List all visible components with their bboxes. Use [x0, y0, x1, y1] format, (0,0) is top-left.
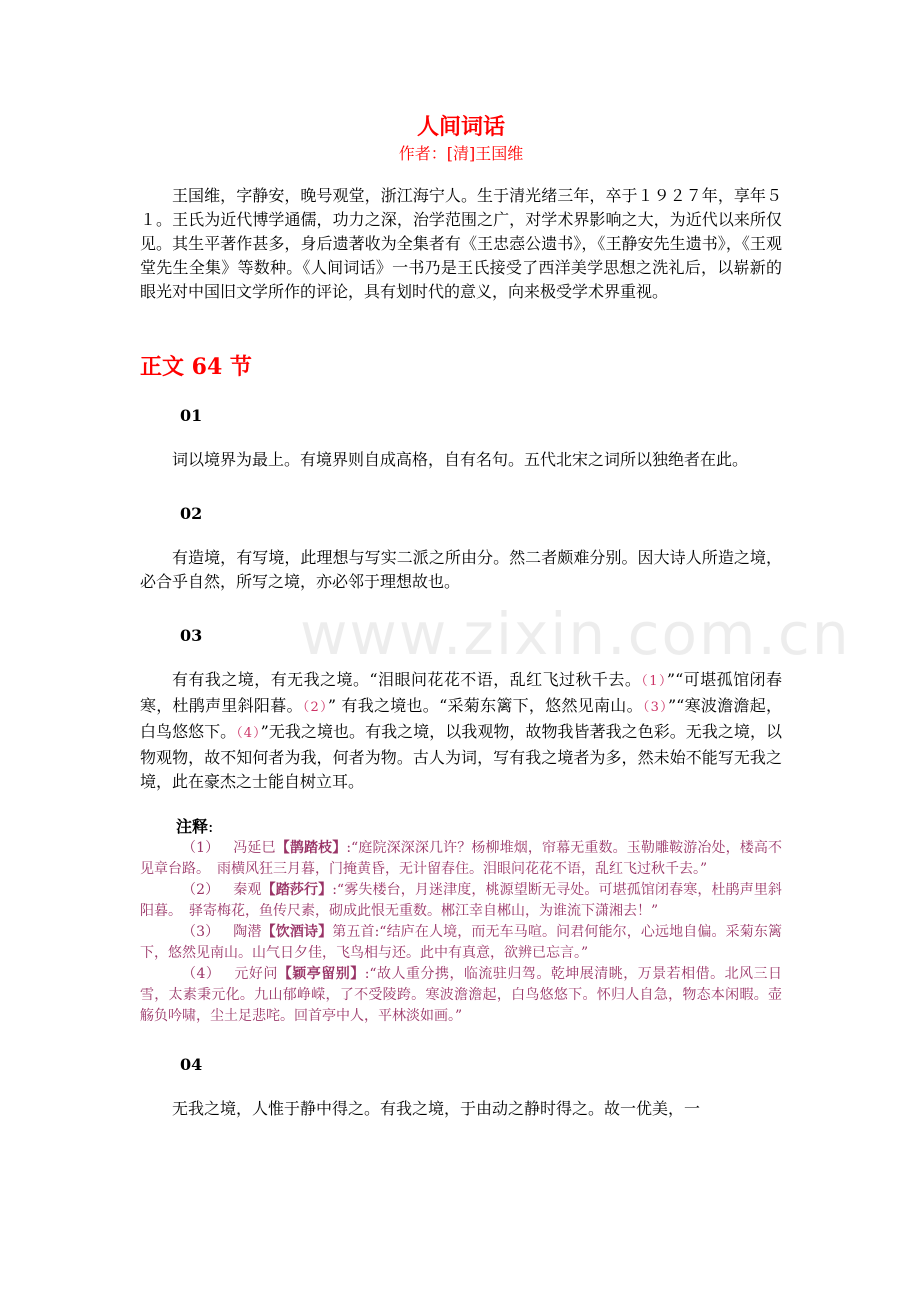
section-number: 01 — [180, 406, 203, 425]
section-03 — [140, 624, 782, 794]
note-tune: 【踏莎行】 — [261, 882, 333, 898]
note-item-2 — [140, 880, 782, 922]
note-mark: （2） — [182, 882, 220, 898]
note-tune: 【饮酒诗】 — [261, 924, 333, 940]
note-text: :“故人重分携，临流驻归驾。乾坤展清眺，万景若相借。北风三日雪，太素秉元化。九山郁峥嵘，了不受陵跨。寒波澹澹起，白鸟悠悠下。怀归人自急，物态本闲暇。壶觞负吟啸，尘土足悲咤。回首亭中人，平林淡如画。” — [140, 966, 783, 1024]
text-part: ”“可堪孤馆闭春寒，杜鹃声里斜阳暮。 — [140, 670, 782, 715]
notes-block — [140, 816, 782, 1027]
note-tune: 【鹊踏枝】 — [275, 840, 347, 856]
text-part: ”“寒波澹澹起，白鸟悠悠下。 — [140, 696, 782, 741]
section-02 — [140, 502, 782, 594]
note-author: 元好问 — [234, 966, 278, 982]
note-item-1 — [140, 838, 782, 880]
note-author: 冯延巳 — [233, 840, 276, 856]
section-number: 04 — [180, 1055, 203, 1074]
section-number: 03 — [180, 626, 203, 645]
section-04 — [140, 1053, 782, 1121]
notes-heading — [140, 816, 782, 838]
section-heading: 正文 64 节 — [140, 354, 252, 380]
note-tune: 【颖亭留别】 — [277, 966, 365, 982]
author-line: 作者：[清]王国维 — [398, 144, 524, 163]
note-mark: （4） — [182, 966, 221, 982]
section-text: 无我之境，人惟于静中得之。有我之境，于由动之静时得之。故一优美，一 — [172, 1099, 701, 1118]
footnote-ref-1[interactable]: （1） — [641, 674, 667, 689]
footnote-ref-3[interactable]: （3） — [642, 700, 668, 715]
note-mark: （1） — [182, 840, 220, 856]
footnote-ref-4[interactable]: （4） — [236, 726, 261, 741]
note-mark: （3） — [182, 924, 220, 940]
note-text: :“庭院深深深几许？杨柳堆烟，帘幕无重数。玉勒雕鞍游冶处，楼高不见章台路。 雨横风狂三月暮，门掩黄昏，无计留春住。泪眼问花花不语，乱红飞过秋千去。” — [140, 840, 783, 877]
section-text: 有造境，有写境，此理想与写实二派之所由分。然二者颇难分别。因大诗人所造之境，必合乎自然，所写之境，亦必邻于理想故也。 — [140, 548, 782, 591]
note-text: :“雾失楼台，月迷津度，桃源望断无寻处。可堪孤馆闭春寒，杜鹃声里斜阳暮。 驿寄梅花，鱼传尺素，砌成此恨无重数。郴江幸自郴山，为谁流下潇湘去！” — [140, 882, 783, 919]
note-text: 第五首:“结庐在人境，而无车马喧。问君何能尔，心远地自偏。采菊东篱下，悠然见南山。山气日夕佳，飞鸟相与还。此中有真意，欲辨已忘言。” — [140, 924, 783, 961]
text-part: 有有我之境，有无我之境。“泪眼问花花不语，乱红飞过秋千去。 — [172, 670, 642, 689]
document-title: 人间词话 — [416, 114, 505, 140]
watermark: www.zixin.com.cn — [300, 600, 851, 668]
text-part: ” 有我之境也。“采菊东篱下，悠然见南山。 — [327, 696, 643, 715]
footnote-ref-2[interactable]: （2） — [302, 700, 328, 715]
section-number: 02 — [180, 504, 203, 523]
note-author: 陶潜 — [233, 924, 262, 940]
intro-paragraph: 王国维，字静安，晚号观堂，浙江海宁人。生于清光绪三年，卒于１９２７年，享年５１。王氏为近代博学通儒，功力之深，治学范围之广，对学术界影响之大，为近代以来所仅见。其生平著作甚多，身后遗著收为全集者有《王忠悫公遗书》，《王静安先生遗书》，《王观堂先生全集》等数种。《人间词话》一书乃是王氏接受了西洋美学思想之洗礼后，以崭新的眼光对中国旧文学所作的评论，具有划时代的意义，向来极受学术界重视。 — [140, 186, 782, 301]
document-page — [140, 112, 782, 1151]
note-item-3 — [140, 922, 782, 964]
notes-heading-text: 注释 — [176, 817, 209, 836]
text-part: ”无我之境也。有我之境，以我观物，故物我皆著我之色彩。无我之境，以物观物，故不知何者为我，何者为物。古人为词，写有我之境者为多，然未始不能写无我之境，此在豪杰之士能自树立耳。 — [140, 722, 782, 791]
note-author: 秦观 — [233, 882, 262, 898]
note-item-4 — [140, 964, 782, 1027]
notes-heading-colon: : — [208, 817, 214, 836]
section-text: 词以境界为最上。有境界则自成高格，自有名句。五代北宋之词所以独绝者在此。 — [172, 450, 749, 469]
section-text — [140, 668, 782, 794]
section-01 — [140, 404, 782, 472]
